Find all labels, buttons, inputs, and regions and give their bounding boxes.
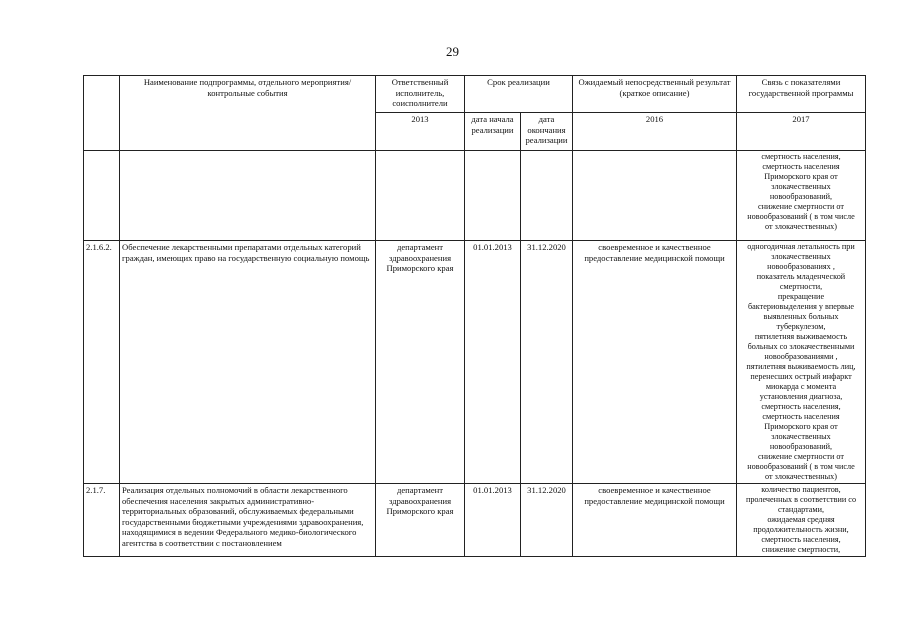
header-responsible: Ответственный исполнитель, соисполнители	[376, 76, 465, 113]
indicator-line: бактериовыделения у впервые	[747, 302, 855, 311]
subheader-responsible: 2013	[376, 113, 465, 151]
row-name: Обеспечение лекарственными препаратами отдельных категорий граждан, имеющих право на государственную социальную помощь	[120, 241, 376, 484]
indicator-line: смертность населения,	[761, 152, 841, 161]
row-end-date: 31.12.2020	[521, 484, 573, 557]
indicator-line: новообразований,	[769, 442, 833, 451]
row-responsible	[376, 151, 465, 241]
indicator-line: новообразований ( в том числе	[747, 212, 855, 221]
indicator-line: смертность населения	[762, 162, 840, 171]
row-indicator-links	[737, 241, 866, 484]
indicator-line: снижение смертности от	[758, 202, 844, 211]
row-number	[84, 151, 120, 241]
indicator-line: перенесших острый инфаркт	[750, 372, 852, 381]
indicator-line: количество пациентов,	[761, 485, 841, 494]
indicator-line: Приморского края от	[764, 422, 838, 431]
row-responsible: департамент здравоохранения Приморского края	[376, 241, 465, 484]
row-name	[120, 151, 376, 241]
subheader-start: дата начала реализации	[465, 113, 521, 151]
header-expected: Ожидаемый непосредственный результат (краткое описание)	[573, 76, 737, 113]
table-row	[84, 241, 866, 484]
indicator-line: смертность населения,	[761, 535, 841, 544]
header-period: Срок реализации	[465, 76, 573, 113]
indicator-line: пятилетняя выживаемость	[754, 332, 848, 341]
row-expected-result	[573, 151, 737, 241]
header-num-cell	[84, 76, 120, 151]
row-start-date: 01.01.2013	[465, 241, 521, 484]
indicator-line: Приморского края от	[764, 172, 838, 181]
indicator-line: злокачественных	[771, 182, 831, 191]
subheader-expected: 2016	[573, 113, 737, 151]
indicator-line: установления диагноза,	[759, 392, 843, 401]
indicator-line: одногодичная летальность при	[747, 242, 855, 251]
indicator-line: злокачественных	[771, 252, 831, 261]
row-start-date	[465, 151, 521, 241]
indicator-line: туберкулезом,	[776, 322, 826, 331]
indicator-line: новообразований,	[769, 192, 833, 201]
indicator-line: прекращение	[777, 292, 825, 301]
subheader-end: дата окончания реализации	[521, 113, 573, 151]
row-start-date: 01.01.2013	[465, 484, 521, 557]
header-name: Наименование подпрограммы, отдельного мероприятия/контрольные события	[120, 76, 376, 151]
row-name: Реализация отдельных полномочий в области лекарственного обеспечения населения закрытых административно-территориальных образований, обслуживаемых федеральными государственными бюджетными учреждениями здравоохранения, находящимися в ведении Федерального медико-биологического агентства в соответствии с постановлением	[120, 484, 376, 557]
indicator-line: злокачественных	[771, 432, 831, 441]
table-row	[84, 484, 866, 557]
row-end-date: 31.12.2020	[521, 241, 573, 484]
indicator-line: продолжительность жизни,	[753, 525, 849, 534]
indicator-line: выявленных больных	[763, 312, 839, 321]
table-row	[84, 151, 866, 241]
indicator-line: новообразованиями ,	[764, 352, 838, 361]
indicator-line: новообразованиях ,	[767, 262, 835, 271]
subheader-link: 2017	[737, 113, 866, 151]
row-indicator-links	[737, 151, 866, 241]
indicator-line: смертности,	[779, 282, 823, 291]
page-number: 29	[446, 44, 459, 59]
indicator-line: ожидаемая средняя	[767, 515, 835, 524]
row-expected-result: своевременное и качественное предоставление медицинской помощи	[573, 241, 737, 484]
indicator-line: смертность населения,	[761, 402, 841, 411]
row-indicator-links	[737, 484, 866, 557]
indicator-line: больных со злокачественными	[747, 342, 855, 351]
header-link: Связь с показателями государственной программы	[737, 76, 866, 113]
indicator-line: от злокачественных)	[765, 472, 837, 481]
indicator-line: пятилетняя выживаемость лиц,	[746, 362, 856, 371]
indicator-line: пролеченных в соответствии со	[745, 495, 857, 504]
indicator-line: снижение смертности,	[761, 545, 841, 554]
indicator-line: снижение смертности от	[758, 452, 844, 461]
indicator-line: от злокачественных)	[765, 222, 837, 231]
indicator-line: показатель младенческой	[756, 272, 846, 281]
program-table	[83, 75, 866, 557]
indicator-line: смертность населения	[762, 412, 840, 421]
indicator-line: стандартами,	[777, 505, 825, 514]
indicator-line: миокарда с момента	[765, 382, 837, 391]
row-number: 2.1.7.	[84, 484, 120, 557]
row-responsible: департамент здравоохранения Приморского края	[376, 484, 465, 557]
row-end-date	[521, 151, 573, 241]
row-expected-result: своевременное и качественное предоставление медицинской помощи	[573, 484, 737, 557]
indicator-line: новообразований ( в том числе	[747, 462, 855, 471]
row-number: 2.1.6.2.	[84, 241, 120, 484]
